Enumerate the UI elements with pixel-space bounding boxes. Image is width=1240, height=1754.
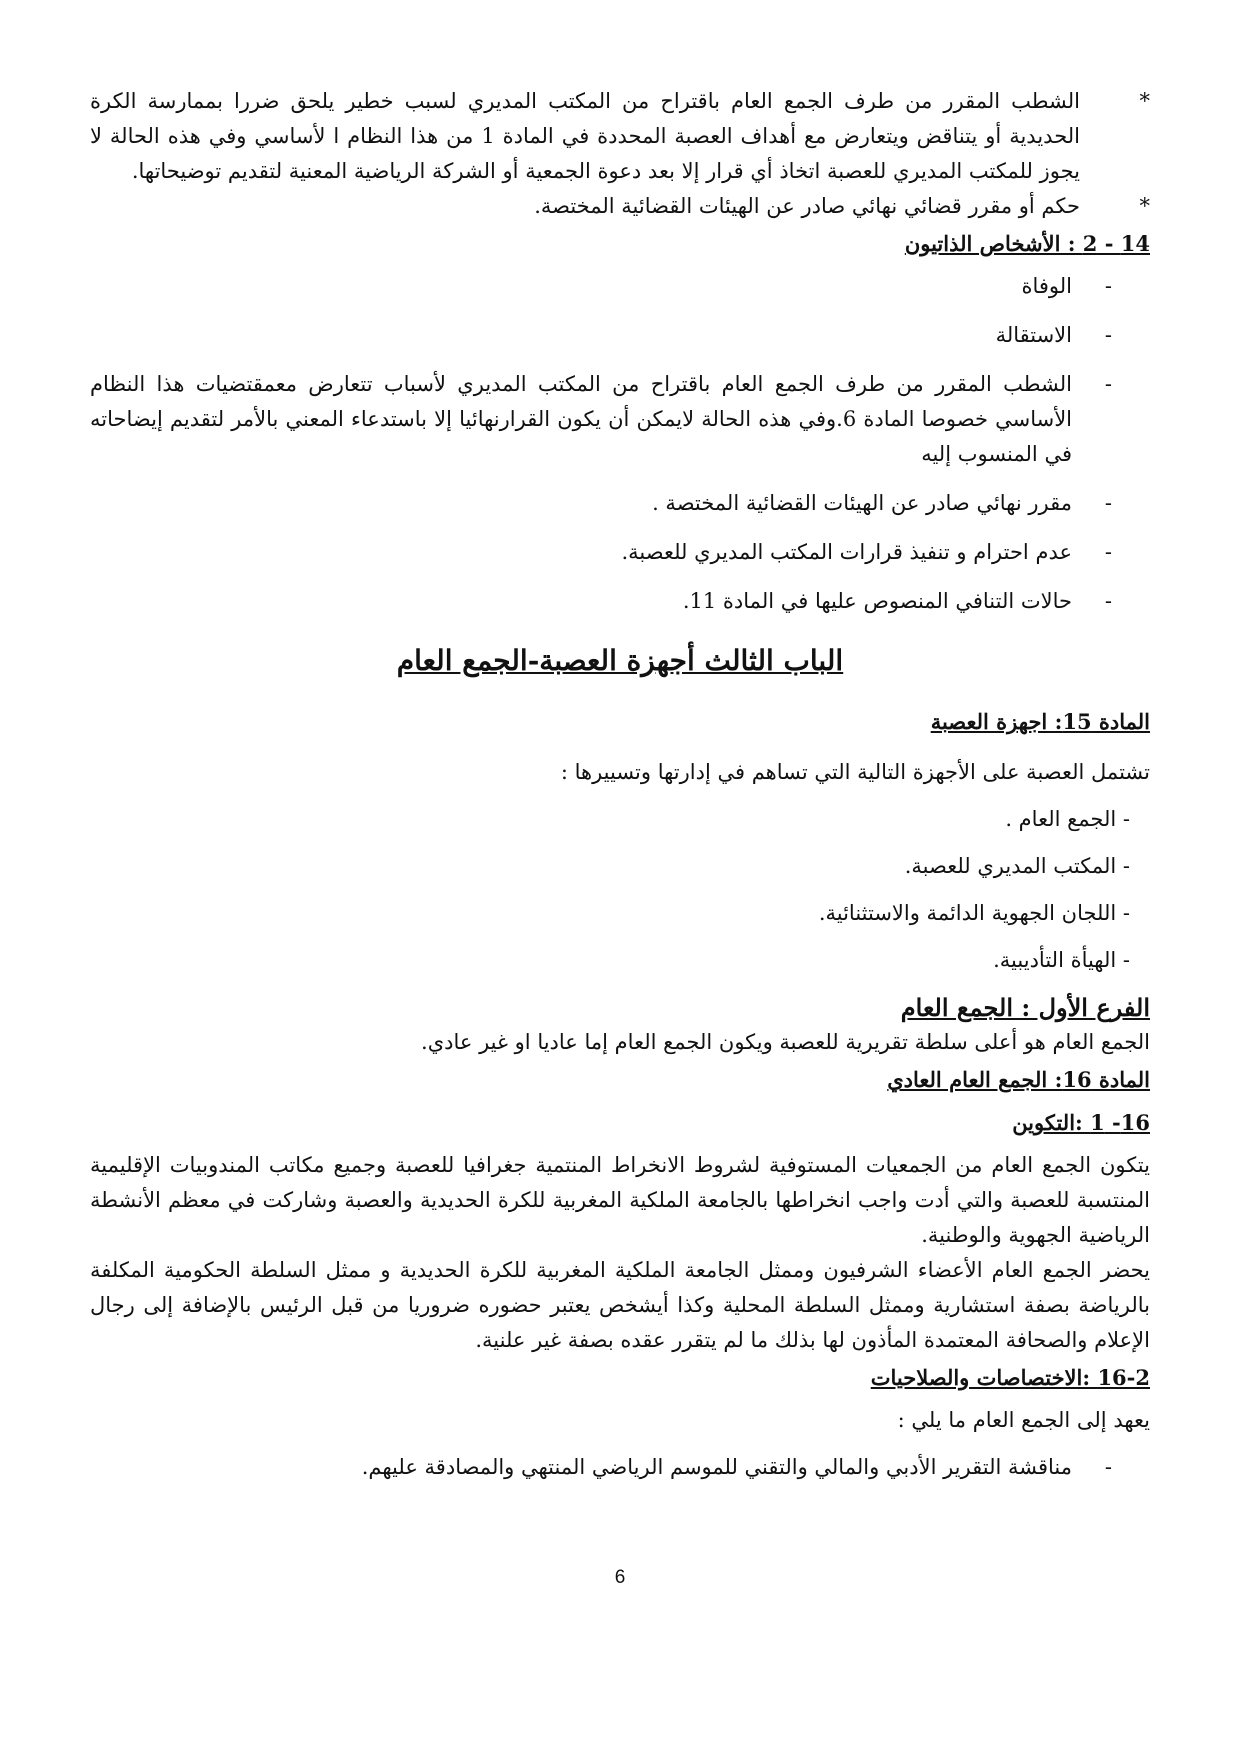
paragraph-judgment: حكم أو مقرر قضائي نهائي صادر عن الهيئات القضائية المختصة.	[534, 194, 1080, 218]
article-heading-15: المادة 15: اجهزة العصبة	[930, 709, 1150, 734]
attendance-text: يحضر الجمع العام الأعضاء الشرفيون وممثل الجامعة الملكية المغربية للكرة الحديدية و ممثل السلطة الحكومية المكلفة بالرياضة بصفة استشارية وممثل السلطة المحلية وكذا أيشخص يعتبر حضوره ضروريا من قبل الرئيس بالإضافة إلى رجال الإعلام والصحافة المعتمدة المأذون لها بذلك ما لم يتقرر عقده بصفة غير علنية.	[90, 1258, 1150, 1352]
article-15-intro: تشتمل العصبة على الأجهزة التالية التي تساهم في إدارتها وتسييرها :	[560, 760, 1150, 784]
paragraph-expulsion: الشطب المقرر من طرف الجمع العام باقتراح من المكتب المديري لسبب خطير يلحق ضررا بممارسة الكرة الحديدية أو يتناقض ويتعارض مع أهداف العصبة المحددة في المادة 1 من هذا النظام ا لأساسي وفي هذه الحالة لا يجوز للمكتب المديري للعصبة اتخاذ أي قرار إلا بعد دعوة الجمعية أو الشركة الرياضية المعنية لتقديم توضيحاتها.	[90, 89, 1080, 183]
organs-list	[90, 802, 1150, 978]
article-heading-16: المادة 16: الجمع العام العادي	[887, 1067, 1150, 1092]
branch-text: الجمع العام هو أعلى سلطة تقريرية للعصبة ويكون الجمع العام إما عاديا او غير عادي.	[421, 1030, 1150, 1054]
subsection-heading-16-2: 16-2 :الاختصاصات والصلاحيات	[870, 1365, 1150, 1390]
section-heading-14-2: 14 - 2 : الأشخاص الذاتيون	[904, 231, 1150, 256]
list-item: - الشطب المقرر من طرف الجمع العام باقتراح من المكتب المديري لأسباب تتعارض معمقتضيات هذا النظام الأساسي خصوصا المادة 6.وفي هذه الحالة لايمكن أن يكون القرارنهائيا إلا باستدعاء المعني بالأمر لتقديم إيضاحاته في المنسوب إليه	[90, 367, 1112, 472]
document-body	[90, 84, 1150, 1499]
list-item: - مناقشة التقرير الأدبي والمالي والتقني للموسم الرياضي المنتهي والمصادقة عليهم.	[90, 1450, 1112, 1485]
asterisk-marker: *	[1139, 89, 1150, 113]
list-item: - عدم احترام و تنفيذ قرارات المكتب المديري للعصبة.	[90, 535, 1112, 570]
list-item: - الجمع العام .	[1005, 807, 1130, 831]
list-item: - الهيأة التأديبية.	[993, 948, 1130, 972]
list-item: - الاستقالة	[90, 318, 1112, 353]
bullet-list-14-2	[90, 269, 1150, 619]
list-item: - مقرر نهائي صادر عن الهيئات القضائية المختصة .	[90, 486, 1112, 521]
starred-paragraph	[90, 189, 1150, 224]
starred-paragraph	[90, 84, 1150, 189]
subsection-heading-16-1: 16- 1 :التكوين	[1012, 1110, 1150, 1135]
chapter-title: الباب الثالث أجهزة العصبة-الجمع العام	[396, 644, 844, 677]
asterisk-marker: *	[1139, 194, 1150, 218]
list-item: - الوفاة	[90, 269, 1112, 304]
composition-text: يتكون الجمع العام من الجمعيات المستوفية لشروط الانخراط المنتمية جغرافيا للعصبة وجميع مكاتب المندوبيات الإقليمية المنتسبة للعصبة والتي أدت واجب انخراطها بالجامعة الملكية المغربية للكرة الحديدية والعصبة وشاركت في معظم الأنشطة الرياضية الجهوية والوطنية.	[90, 1153, 1150, 1247]
branch-heading: الفرع الأول : الجمع العام	[900, 993, 1150, 1022]
page-number: 6	[614, 1567, 626, 1588]
list-item: - حالات التنافي المنصوص عليها في المادة 11.	[90, 584, 1112, 619]
powers-list	[90, 1450, 1150, 1485]
powers-intro: يعهد إلى الجمع العام ما يلي :	[897, 1408, 1150, 1432]
list-item: - المكتب المديري للعصبة.	[904, 854, 1130, 878]
list-item: - اللجان الجهوية الدائمة والاستثنائية.	[818, 901, 1130, 925]
